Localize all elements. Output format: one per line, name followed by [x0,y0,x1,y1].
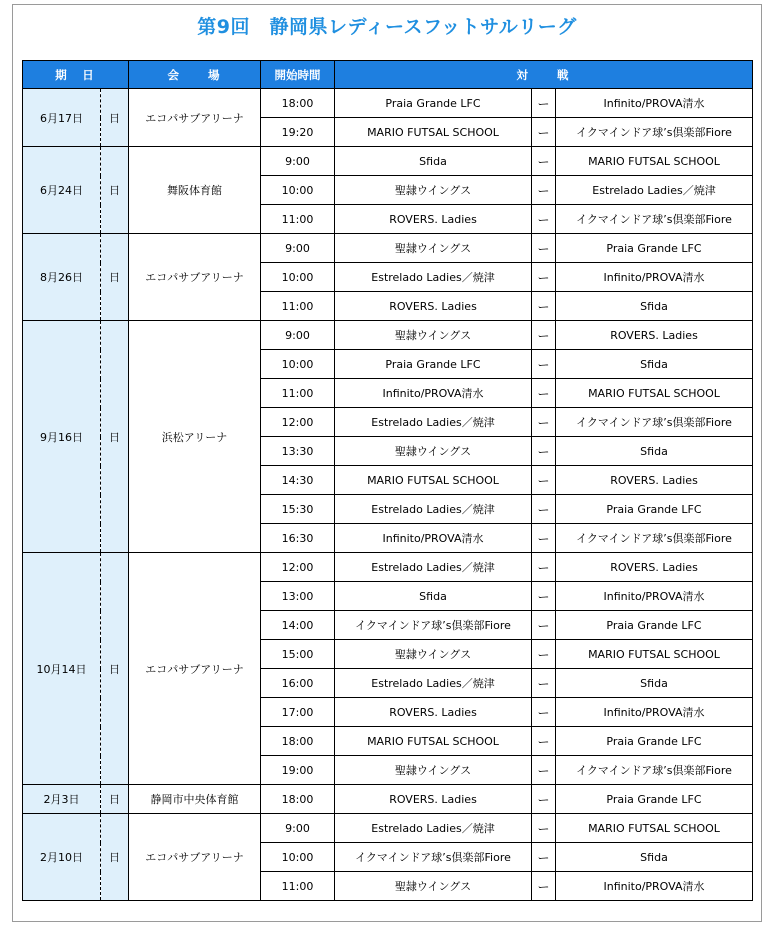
versus-dash: ー [532,205,556,234]
home-team: ROVERS. Ladies [335,205,532,234]
page-title: 第9回 静岡県レディースフットサルリーグ [197,16,577,38]
table-row [23,89,753,118]
away-team: MARIO FUTSAL SCHOOL [556,379,753,408]
away-team: Sfida [556,350,753,379]
kickoff-time: 13:00 [261,582,335,611]
kickoff-time: 9:00 [261,147,335,176]
home-team: 聖隷ウイングス [335,437,532,466]
match-date: 10月14日 [23,553,101,785]
away-team: Sfida [556,669,753,698]
versus-dash: ー [532,321,556,350]
match-date: 8月26日 [23,234,101,321]
match-venue: エコパサブアリーナ [129,234,261,321]
kickoff-time: 19:00 [261,756,335,785]
kickoff-time: 15:00 [261,640,335,669]
versus-dash: ー [532,698,556,727]
versus-dash: ー [532,582,556,611]
table-row [23,147,753,176]
versus-dash: ー [532,234,556,263]
kickoff-time: 9:00 [261,321,335,350]
away-team: ROVERS. Ladies [556,321,753,350]
kickoff-time: 11:00 [261,379,335,408]
table-row [23,785,753,814]
match-venue: エコパサブアリーナ [129,553,261,785]
versus-dash: ー [532,640,556,669]
match-date: 2月10日 [23,814,101,901]
kickoff-time: 11:00 [261,872,335,901]
match-date: 9月16日 [23,321,101,553]
match-date: 2月3日 [23,785,101,814]
home-team: Estrelado Ladies／焼津 [335,408,532,437]
versus-dash: ー [532,176,556,205]
home-team: ROVERS. Ladies [335,785,532,814]
home-team: Infinito/PROVA清水 [335,524,532,553]
kickoff-time: 9:00 [261,814,335,843]
home-team: Estrelado Ladies／焼津 [335,814,532,843]
home-team: Infinito/PROVA清水 [335,379,532,408]
home-team: イクマインドア球’s倶楽部Fiore [335,611,532,640]
away-team: Sfida [556,843,753,872]
versus-dash: ー [532,495,556,524]
versus-dash: ー [532,785,556,814]
kickoff-time: 11:00 [261,292,335,321]
home-team: 聖隷ウイングス [335,176,532,205]
versus-dash: ー [532,669,556,698]
away-team: Infinito/PROVA清水 [556,582,753,611]
away-team: イクマインドア球’s倶楽部Fiore [556,408,753,437]
versus-dash: ー [532,553,556,582]
away-team: MARIO FUTSAL SCHOOL [556,814,753,843]
kickoff-time: 18:00 [261,785,335,814]
kickoff-time: 10:00 [261,350,335,379]
away-team: Infinito/PROVA清水 [556,263,753,292]
away-team: Infinito/PROVA清水 [556,872,753,901]
kickoff-time: 16:00 [261,669,335,698]
home-team: Estrelado Ladies／焼津 [335,263,532,292]
table-row [23,553,753,582]
home-team: Estrelado Ladies／焼津 [335,669,532,698]
match-venue: 静岡市中央体育館 [129,785,261,814]
kickoff-time: 18:00 [261,727,335,756]
match-weekday: 日 [101,89,129,147]
match-weekday: 日 [101,553,129,785]
kickoff-time: 12:00 [261,553,335,582]
kickoff-time: 16:30 [261,524,335,553]
kickoff-time: 19:20 [261,118,335,147]
home-team: 聖隷ウイングス [335,234,532,263]
match-venue: 舞阪体育館 [129,147,261,234]
table-row [23,234,753,263]
versus-dash: ー [532,147,556,176]
home-team: MARIO FUTSAL SCHOOL [335,727,532,756]
kickoff-time: 13:30 [261,437,335,466]
away-team: ROVERS. Ladies [556,553,753,582]
away-team: イクマインドア球’s倶楽部Fiore [556,756,753,785]
home-team: Praia Grande LFC [335,350,532,379]
home-team: 聖隷ウイングス [335,872,532,901]
home-team: ROVERS. Ladies [335,698,532,727]
home-team: イクマインドア球’s倶楽部Fiore [335,843,532,872]
away-team: MARIO FUTSAL SCHOOL [556,640,753,669]
away-team: イクマインドア球’s倶楽部Fiore [556,118,753,147]
away-team: Infinito/PROVA清水 [556,698,753,727]
home-team: Sfida [335,582,532,611]
versus-dash: ー [532,118,556,147]
match-date: 6月24日 [23,147,101,234]
table-row [23,321,753,350]
versus-dash: ー [532,408,556,437]
away-team: Infinito/PROVA清水 [556,89,753,118]
header-match: 対 戦 [335,61,753,89]
match-venue: エコパサブアリーナ [129,814,261,901]
away-team: イクマインドア球’s倶楽部Fiore [556,205,753,234]
home-team: 聖隷ウイングス [335,640,532,669]
kickoff-time: 9:00 [261,234,335,263]
match-date: 6月17日 [23,89,101,147]
home-team: Sfida [335,147,532,176]
away-team: Praia Grande LFC [556,495,753,524]
versus-dash: ー [532,263,556,292]
table-header-row [23,61,753,89]
versus-dash: ー [532,872,556,901]
kickoff-time: 10:00 [261,263,335,292]
match-weekday: 日 [101,785,129,814]
versus-dash: ー [532,89,556,118]
versus-dash: ー [532,437,556,466]
kickoff-time: 17:00 [261,698,335,727]
kickoff-time: 10:00 [261,843,335,872]
away-team: Praia Grande LFC [556,785,753,814]
home-team: 聖隷ウイングス [335,321,532,350]
versus-dash: ー [532,756,556,785]
kickoff-time: 18:00 [261,89,335,118]
header-venue: 会 場 [129,61,261,89]
versus-dash: ー [532,843,556,872]
match-weekday: 日 [101,814,129,901]
versus-dash: ー [532,727,556,756]
home-team: Praia Grande LFC [335,89,532,118]
header-date: 期 日 [23,61,129,89]
schedule-body [23,89,753,901]
home-team: MARIO FUTSAL SCHOOL [335,118,532,147]
away-team: Praia Grande LFC [556,611,753,640]
match-venue: エコパサブアリーナ [129,89,261,147]
schedule-table [22,60,753,901]
kickoff-time: 11:00 [261,205,335,234]
home-team: 聖隷ウイングス [335,756,532,785]
home-team: MARIO FUTSAL SCHOOL [335,466,532,495]
versus-dash: ー [532,466,556,495]
versus-dash: ー [532,350,556,379]
kickoff-time: 14:30 [261,466,335,495]
away-team: Praia Grande LFC [556,234,753,263]
versus-dash: ー [532,379,556,408]
away-team: Sfida [556,292,753,321]
match-weekday: 日 [101,147,129,234]
match-venue: 浜松アリーナ [129,321,261,553]
away-team: ROVERS. Ladies [556,466,753,495]
away-team: MARIO FUTSAL SCHOOL [556,147,753,176]
kickoff-time: 12:00 [261,408,335,437]
away-team: Sfida [556,437,753,466]
away-team: Praia Grande LFC [556,727,753,756]
match-weekday: 日 [101,321,129,553]
versus-dash: ー [532,524,556,553]
table-row [23,814,753,843]
versus-dash: ー [532,611,556,640]
kickoff-time: 15:30 [261,495,335,524]
kickoff-time: 10:00 [261,176,335,205]
versus-dash: ー [532,292,556,321]
home-team: Estrelado Ladies／焼津 [335,553,532,582]
away-team: Estrelado Ladies／焼津 [556,176,753,205]
versus-dash: ー [532,814,556,843]
home-team: ROVERS. Ladies [335,292,532,321]
away-team: イクマインドア球’s倶楽部Fiore [556,524,753,553]
match-weekday: 日 [101,234,129,321]
header-time: 開始時間 [261,61,335,89]
home-team: Estrelado Ladies／焼津 [335,495,532,524]
kickoff-time: 14:00 [261,611,335,640]
